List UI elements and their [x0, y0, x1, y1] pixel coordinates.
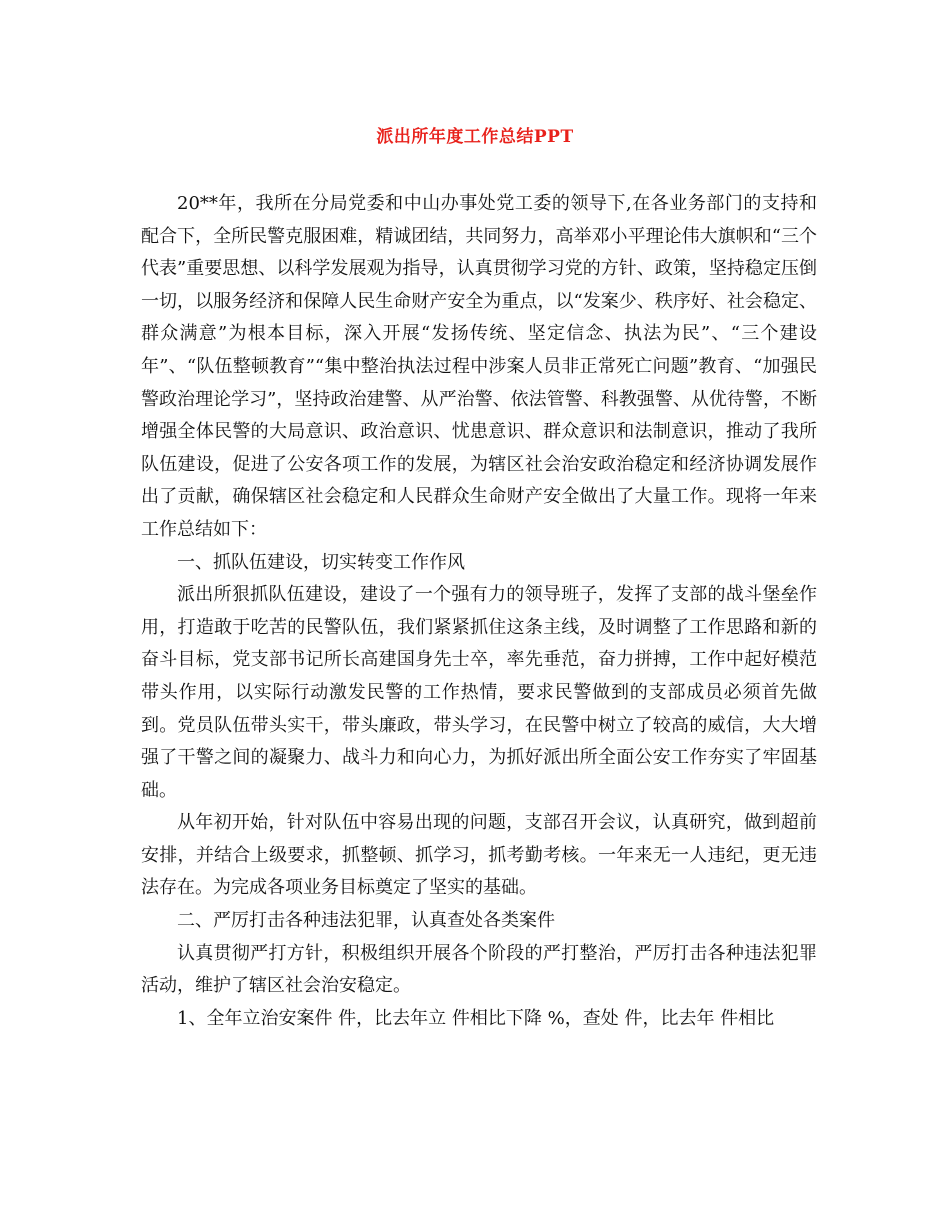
section-1-paragraph-2: 从年初开始，针对队伍中容易出现的问题，支部召开会议，认真研究，做到超前安排，并结合上级要求，抓整顿、抓学习，抓考勤考核。一年来无一人违纪，更无违法存在。为完成各项业务目标奠定了坚实的基础。 — [141, 812, 817, 899]
section-heading-2: 二、严厉打击各种违法犯罪，认真查处各类案件 — [177, 910, 555, 932]
intro-paragraph: 20**年，我所在分局党委和中山办事处党工委的领导下,在各业务部门的支持和配合下，全所民警克服困难，精诚团结，共同努力，高举邓小平理论伟大旗帜和“三个代表”重要思想、以科学发展观为指导，认真贯彻学习党的方针、政策，坚持稳定压倒一切，以服务经济和保障人民生命财产安全为重点，以“发案少、秩序好、社会稳定、群众满意”为根本目标，深入开展“发扬传统、坚定信念、执法为民”、“三个建设年”、“队伍整顿教育”“集中整治执法过程中涉案人员非正常死亡问题”教育、“加强民警政治理论学习”，坚持政治建警、从严治警、依法管警、科教强警、从优待警，不断增强全体民警的大局意识、政治意识、忧患意识、群众意识和法制意识，推动了我所队伍建设，促进了公安各项工作的发展，为辖区社会治安政治稳定和经济协调发展作出了贡献，确保辖区社会稳定和人民群众生命财产安全做出了大量工作。现将一年来工作总结如下： — [141, 193, 817, 540]
section-1-paragraph-1: 派出所狠抓队伍建设，建设了一个强有力的领导班子，发挥了支部的战斗堡垒作用，打造敢于吃苦的民警队伍，我们紧紧抓住这条主线，及时调整了工作思路和新的奋斗目标，党支部书记所长高建国身先士卒，率先垂范，奋力拼搏，工作中起好模范带头作用，以实际行动激发民警的工作热情，要求民警做到的支部成员必须首先做到。党员队伍带头实干，带头廉政，带头学习，在民警中树立了较高的威信，大大增强了干警之间的凝聚力、战斗力和向心力，为抓好派出所全面公安工作夯实了牢固基础。 — [141, 584, 817, 801]
document-title: 派出所年度工作总结PPT — [376, 127, 574, 147]
document-body — [141, 188, 817, 1035]
section-2-item-1: 1、全年立治安案件 件，比去年立 件相比下降 %，查处 件，比去年 件相比 — [177, 1007, 775, 1029]
section-heading-1: 一、抓队伍建设，切实转变工作作风 — [177, 551, 465, 573]
section-2-paragraph-1: 认真贯彻严打方针，积极组织开展各个阶段的严打整治，严厉打击各种违法犯罪活动，维护了辖区社会治安稳定。 — [141, 942, 817, 997]
